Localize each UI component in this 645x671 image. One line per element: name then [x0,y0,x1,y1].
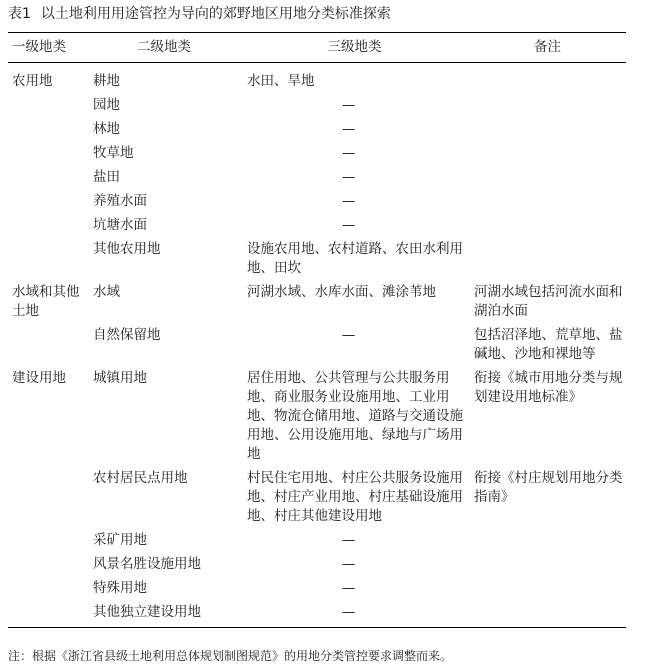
table-row [8,555,626,579]
cell-level-1 [8,603,88,628]
cell-level-2: 牧草地 [93,145,134,161]
cell-remarks [469,144,626,168]
cell-level-3: — [240,603,469,628]
header-level-3: 三级地类 [240,33,469,63]
cell-level-1 [8,96,88,120]
land-use-classification-table [8,32,626,628]
cell-remarks [469,192,626,216]
cell-level-2: 坑塘水面 [93,217,147,233]
cell-level-2: 水域 [93,284,120,300]
cell-level-2: 风景名胜设施用地 [93,556,201,572]
table-row [8,120,626,144]
cell-level-3: — [341,327,356,343]
table-row [8,216,626,240]
cell-level-1: 水域和其他土地 [12,284,80,319]
table-row [8,603,626,628]
cell-remarks [469,120,626,144]
table-caption [8,4,391,24]
table-row [8,168,626,192]
cell-level-2: 其他农用地 [93,241,161,257]
cell-level-1 [8,120,88,144]
cell-remarks [469,216,626,240]
cell-level-3: — [341,145,356,161]
cell-level-1 [8,192,88,216]
header-level-2: 二级地类 [88,33,240,63]
cell-level-3: 居住用地、公共管理与公共服务用地、商业服务业设施用地、工业用地、物流仓储用地、道路与交通设施用地、公用设施用地、绿地与广场用地 [247,370,463,462]
cell-level-3: — [341,121,356,137]
cell-level-1 [8,326,88,369]
cell-level-1 [8,555,88,579]
cell-level-3: — [341,556,356,572]
cell-level-1: 农用地 [12,73,53,89]
cell-level-1 [8,579,88,603]
cell-level-1 [8,144,88,168]
cell-level-2: 自然保留地 [93,327,161,343]
cell-remarks [469,531,626,555]
table-row [8,579,626,603]
cell-level-3: — [341,193,356,209]
cell-remarks [469,603,626,628]
cell-level-1 [8,240,88,283]
cell-level-3: — [341,217,356,233]
table-row [8,369,626,469]
cell-remarks [469,579,626,603]
table-row [8,240,626,283]
table-row [8,63,626,97]
cell-level-2: 采矿用地 [93,532,147,548]
cell-level-1 [8,469,88,531]
caption-title: 以土地利用用途管控为导向的郊野地区用地分类标准探索 [40,6,391,22]
cell-level-2: 城镇用地 [93,370,147,386]
cell-remarks: 包括沼泽地、荒草地、盐碱地、沙地和裸地等 [474,327,623,362]
cell-level-2: 园地 [93,97,120,113]
table-row [8,192,626,216]
table-row [8,531,626,555]
cell-level-2: 农村居民点用地 [93,470,188,486]
cell-remarks: 衔接《城市用地分类与规划建设用地标准》 [474,370,623,405]
header-level-1: 一级地类 [8,33,88,63]
header-remarks: 备注 [469,33,626,63]
cell-level-3: — [341,532,356,548]
cell-level-2: 其他独立建设用地 [88,603,240,628]
cell-level-2: 盐田 [93,169,120,185]
cell-level-3: 村民住宅用地、村庄公共服务设施用地、村庄产业用地、村庄基础设施用地、村庄其他建设用地 [247,470,463,524]
cell-level-2: 特殊用地 [93,580,147,596]
cell-remarks: 衔接《村庄规划用地分类指南》 [474,470,623,505]
cell-remarks [469,168,626,192]
table-row [8,144,626,168]
cell-level-3: — [341,580,356,596]
table-row [8,326,626,369]
cell-level-3: 设施农用地、农村道路、农田水利用地、田坎 [247,241,463,276]
table-header-row [8,33,626,63]
table-footnote: 注：根据《浙江省县级土地利用总体规划制图规范》的用地分类管控要求调整而来。 [8,649,453,663]
cell-level-2: 养殖水面 [93,193,147,209]
cell-remarks [469,96,626,120]
cell-level-1 [8,168,88,192]
cell-level-3: — [341,97,356,113]
cell-level-2: 林地 [93,121,120,137]
cell-level-3: 水田、旱地 [247,73,315,89]
cell-remarks [469,555,626,579]
cell-level-3: 河湖水域、水库水面、滩涂苇地 [247,284,436,300]
table-row [8,96,626,120]
cell-level-1 [8,216,88,240]
cell-remarks: 河湖水域包括河流水面和湖泊水面 [474,284,623,319]
cell-remarks [469,240,626,283]
cell-level-1 [8,531,88,555]
table-row [8,283,626,326]
cell-level-1: 建设用地 [12,370,66,386]
table-row [8,469,626,531]
cell-level-3: — [341,169,356,185]
cell-level-2: 耕地 [93,73,120,89]
cell-remarks [469,63,626,97]
caption-number: 表1 [8,6,31,22]
